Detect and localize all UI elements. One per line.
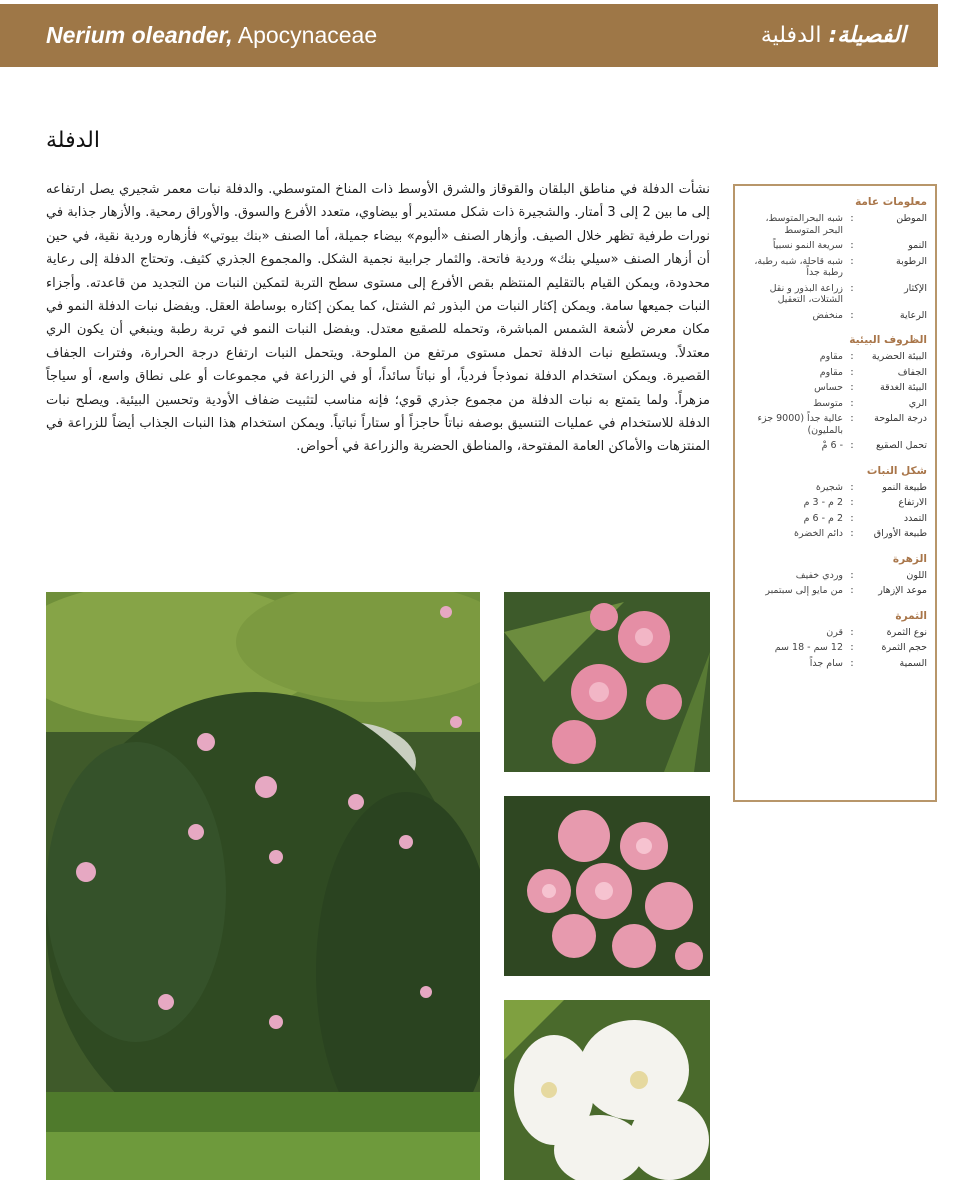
family-label: الفصيلة: — [828, 23, 906, 48]
info-row — [743, 658, 927, 670]
photo-oleander-shrub — [46, 592, 480, 1180]
info-label: البيئة الحضرية — [871, 351, 927, 362]
section-title: الزهرة — [892, 552, 927, 565]
info-row — [743, 497, 927, 509]
info-label: موعد الإزهار — [878, 585, 927, 596]
info-row — [743, 382, 927, 394]
info-value: شبه البحرالمتوسط، البحر المتوسط — [765, 213, 843, 236]
info-row — [743, 213, 927, 236]
section-environment — [743, 334, 927, 452]
separator: : — [850, 240, 854, 251]
info-label: الارتفاع — [898, 497, 927, 508]
info-value: 12 سم - 18 سم — [774, 642, 843, 653]
info-label: السمية — [899, 657, 927, 669]
info-value: حساس — [814, 382, 843, 393]
photo-white-flowers — [504, 1000, 710, 1180]
separator: : — [850, 282, 854, 294]
info-value: متوسط — [813, 397, 843, 409]
separator: : — [850, 569, 854, 581]
info-row — [743, 367, 927, 379]
section-title: شكل النبات — [866, 464, 927, 477]
info-value: - 6 مْ — [821, 440, 843, 451]
info-row — [743, 513, 927, 525]
family-arabic: الدفلية — [760, 23, 822, 48]
info-value: سام جداً — [809, 657, 843, 669]
separator: : — [850, 255, 854, 267]
page-title: الدفلة — [46, 128, 100, 153]
info-value: مقاوم — [819, 351, 843, 362]
info-row — [743, 440, 927, 452]
info-value: شجيرة — [815, 481, 843, 493]
separator: : — [850, 512, 854, 524]
info-value: عالية جداً (9000 جزء بالمليون) — [757, 413, 843, 436]
plant-info-box — [733, 184, 937, 802]
info-value: 2 م - 6 م — [803, 512, 843, 524]
info-row — [743, 398, 927, 410]
section-title: الثمرة — [895, 609, 927, 622]
info-row — [743, 256, 927, 279]
info-label: الرطوبة — [896, 255, 927, 267]
separator: : — [850, 528, 854, 539]
info-row — [743, 310, 927, 322]
info-label: طبيعة النمو — [882, 481, 927, 493]
info-value: قرن — [826, 626, 843, 638]
latin-name: Nerium oleander, — [46, 22, 233, 48]
photo-pink-flowers-1 — [504, 592, 710, 772]
separator: : — [850, 351, 854, 362]
separator: : — [850, 585, 854, 596]
info-label: اللون — [906, 569, 927, 581]
photo-pink-flowers-2 — [504, 796, 710, 976]
info-value: شبه قاحلة، شبه رطبة، رطبة جداً — [754, 255, 843, 278]
separator: : — [850, 309, 854, 321]
info-label: الرعاية — [899, 309, 927, 321]
info-value: سريعة النمو نسبياً — [772, 240, 843, 251]
info-row — [743, 240, 927, 252]
info-value: من مايو إلى سبتمبر — [765, 585, 843, 596]
info-label: طبيعة الأوراق — [873, 528, 927, 539]
info-label: الجفاف — [897, 366, 927, 378]
info-label: الري — [908, 397, 927, 409]
info-value: منخفض — [812, 309, 843, 321]
section-title: معلومات عامة — [855, 196, 927, 208]
separator: : — [850, 642, 854, 653]
family-latin: Apocynaceae — [237, 22, 378, 48]
info-row — [743, 585, 927, 597]
section-flower — [743, 553, 927, 597]
page-header — [0, 4, 938, 67]
section-fruit — [743, 610, 927, 670]
section-plant-form — [743, 465, 927, 540]
family-arabic-block — [761, 23, 906, 48]
separator: : — [850, 382, 854, 393]
separator: : — [850, 626, 854, 638]
info-value: وردي خفيف — [795, 569, 843, 581]
info-label: درجة الملوحة — [874, 413, 927, 424]
info-value: زراعة البذور و نقل الشتلات، التعقيل — [769, 282, 843, 305]
info-label: التمدد — [903, 512, 927, 524]
info-label: حجم الثمرة — [881, 642, 927, 653]
info-label: تحمل الصقيع — [876, 440, 927, 451]
info-row — [743, 482, 927, 494]
info-row — [743, 413, 927, 436]
info-row — [743, 351, 927, 363]
separator: : — [850, 397, 854, 409]
info-label: الإكثار — [904, 282, 927, 294]
separator: : — [850, 481, 854, 493]
plant-description: نشأت الدفلة في مناطق البلقان والقوقاز والشرق الأوسط ذات المناخ المتوسطي. والدفلة نبات معمر شجيري يصل ارتفاعه إلى ما بين 2 إلى 3 أمتار. والشجيرة ذات شكل مستدير أو بيضاوي، متعدد الأفرع والسوق. والأوراق رمحية. والأزهار جذابة في نورات طرفية تظهر خلال الصيف. وأزهار الصنف «ألبوم» بيضاء جميلة، أما الصنف «بنك بيوتي» فأزهاره وردية نقية، في حين أن أزهار الصنف «سيلي بنك» وردية فاتحة. والثمار جرابية نجمية الشكل. والمجموع الجذري كثيف. وتحتاج الدفلة إلى رعاية محدودة، ويمكن القيام بالتقليم المنتظم بقص الأفرع إلى مستوى سطح التربة لتمكين النبات من التجديد من قاعدته. وأجزاء النبات جميعها سامة. ويمكن إكثار النبات من البذور ثم الشتل، كما يمكن إكثاره بوساطة العقل. ويفضل نبات الدفلة النمو في مكان معرض لأشعة الشمس المباشرة، وتحمله للصقيع معتدل. ويفضل النبات النمو في تربة رطبة وينبغي أن يكون الري معتدلاً. ويستطيع نبات الدفلة تحمل مستوى مرتفع من الملوحة. ويتحمل النبات ارتفاع درجة الحرارة، وفترات الجفاف القصيرة. ويمكن استخدام الدفلة نموذجاً فردياً، أو نباتاً سائداً، أو في الزراعة في مجموعات أو على نطاق واسع، أو سياجاً مزهراً. ولما يتمتع به نبات الدفلة من مجموع جذري قوي؛ فإنه مناسب لتثبيت ضفاف الأودية وتحسين البيئية. ويصلح نبات الدفلة للاستخدام في عمليات التنسيق بوصفه نباتاً حاجزاً أو ستاراً نباتياً. ويمكن استخدام هذا النبات الجذاب أيضاً للزراعة في المنتزهات والأماكن العامة المفتوحة، والمناطق الحضرية والزراعة في أحواض. — [46, 182, 710, 455]
section-general-info — [743, 196, 927, 321]
info-row — [743, 283, 927, 306]
info-label: البيئة الغدقة — [880, 382, 927, 393]
info-row — [743, 570, 927, 582]
info-value: دائم الخضرة — [794, 528, 843, 539]
info-label: نوع الثمرة — [886, 626, 927, 638]
info-label: النمو — [908, 240, 927, 251]
section-title: الظروف البيئية — [849, 334, 927, 346]
separator: : — [850, 440, 854, 451]
scientific-name — [46, 22, 377, 49]
info-value: 2 م - 3 م — [803, 497, 843, 508]
info-label: الموطن — [896, 213, 927, 224]
separator: : — [850, 213, 854, 224]
info-value: مقاوم — [819, 366, 843, 378]
separator: : — [850, 413, 854, 424]
info-row — [743, 627, 927, 639]
info-row — [743, 642, 927, 654]
separator: : — [850, 657, 854, 669]
info-row — [743, 528, 927, 540]
separator: : — [850, 366, 854, 378]
separator: : — [850, 497, 854, 508]
